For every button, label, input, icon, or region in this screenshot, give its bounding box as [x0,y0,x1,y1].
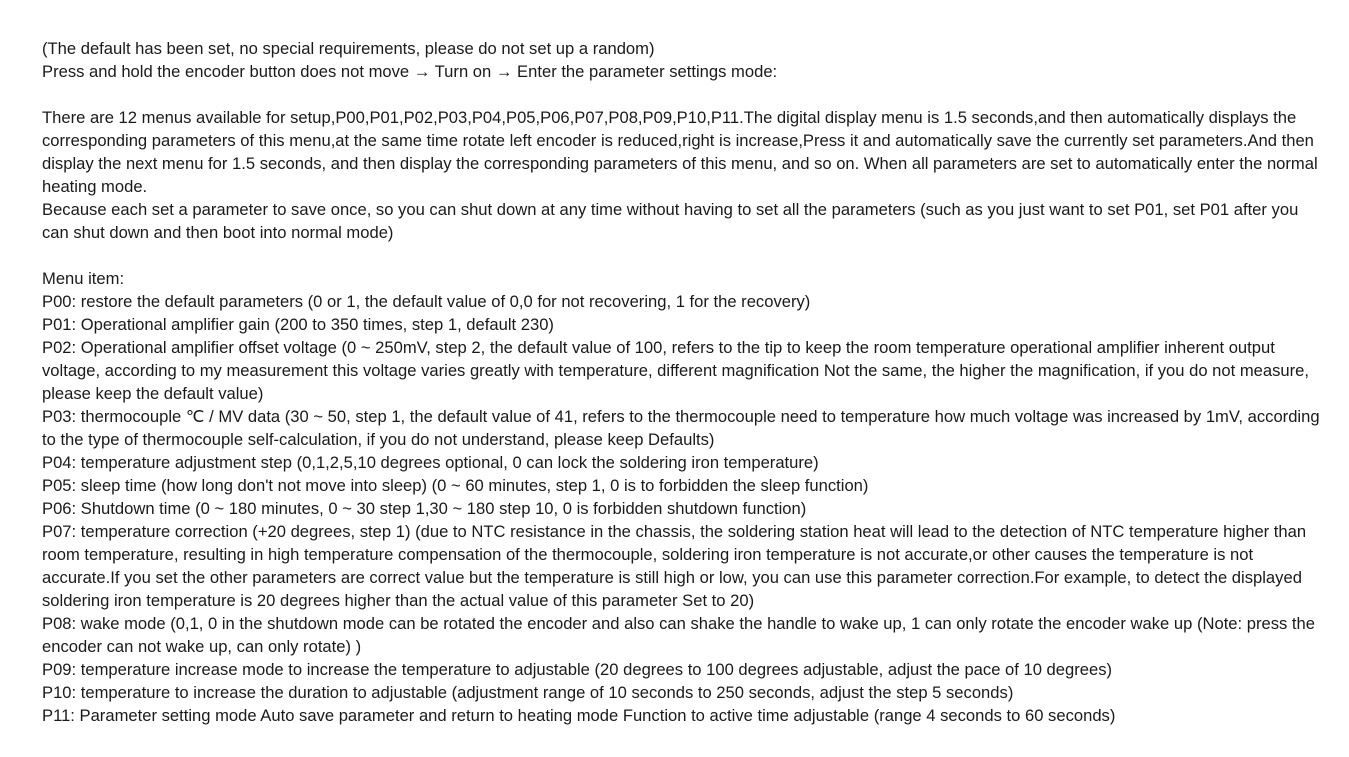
menu-item-p00: P00: restore the default parameters (0 or 1, the default value of 0,0 for not recovering, 1 for the recovery) [42,292,811,311]
setup-paragraph: There are 12 menus available for setup,P00,P01,P02,P03,P04,P05,P06,P07,P08,P09,P10,P11.The digital display menu is 1.5 seconds,and then automatically displays the corresponding parameters of this menu,at the same time rotate left encoder is reduced,right is increase,Press it and automatically save the currently set parameters.And then display the next menu for 1.5 seconds, and then display the corresponding parameters of this menu, and so on. When all parameters are set to automatically enter the normal heating mode. [42,108,1318,196]
save-paragraph: Because each set a parameter to save once, so you can shut down at any time without having to set all the parameters (such as you just want to set P01, set P01 after you can shut down and then boot into normal mode) [42,200,1299,242]
spacer [42,244,1324,267]
menu-item-p05: P05: sleep time (how long don't not move into sleep) (0 ~ 60 minutes, step 1, 0 is to forbidden the sleep function) [42,476,869,495]
menu-item-p02: P02: Operational amplifier offset voltage (0 ~ 250mV, step 2, the default value of 100, refers to the tip to keep the room temperature operational amplifier inherent output voltage, according to my measurement this voltage varies greatly with temperature, different magnification Not the same, the higher the magnification, if you do not measure, please keep the default value) [42,338,1310,403]
document-body [42,37,1324,727]
menu-item-p09: P09: temperature increase mode to increase the temperature to adjustable (20 degrees to 100 degrees adjustable, adjust the pace of 10 degrees) [42,660,1113,679]
menu-item-p08: P08: wake mode (0,1, 0 in the shutdown mode can be rotated the encoder and also can shake the handle to wake up, 1 can only rotate the encoder wake up (Note: press the encoder can not wake up, can only rotate) ) [42,614,1316,656]
spacer [42,83,1324,106]
menu-heading: Menu item: [42,269,125,288]
menu-item-p07: P07: temperature correction (+20 degrees, step 1) (due to NTC resistance in the chassis, the soldering station heat will lead to the detection of NTC temperature higher than room temperature, resulting in high temperature compensation of the thermocouple, soldering iron temperature is not accurate,or other causes the temperature is not accurate.If you set the other parameters are correct value but the temperature is still high or low, you can use this parameter correction.For example, to detect the displayed soldering iron temperature is 20 degrees higher than the actual value of this parameter Set to 20) [42,522,1307,610]
menu-item-p04: P04: temperature adjustment step (0,1,2,5,10 degrees optional, 0 can lock the soldering iron temperature) [42,453,819,472]
menu-item-p11: P11: Parameter setting mode Auto save parameter and return to heating mode Function to active time adjustable (range 4 seconds to 60 seconds) [42,706,1116,725]
intro-default-note: (The default has been set, no special requirements, please do not set up a random) [42,39,655,58]
menu-item-p03: P03: thermocouple ℃ / MV data (30 ~ 50, step 1, the default value of 41, refers to the thermocouple need to temperature how much voltage was increased by 1mV, according to the type of thermocouple self-calculation, if you do not understand, please keep Defaults) [42,407,1320,449]
menu-item-p10: P10: temperature to increase the duration to adjustable (adjustment range of 10 seconds to 250 seconds, adjust the step 5 seconds) [42,683,1014,702]
menu-item-p06: P06: Shutdown time (0 ~ 180 minutes, 0 ~ 30 step 1,30 ~ 180 step 10, 0 is forbidden shutdown function) [42,499,807,518]
intro-enter-settings: Press and hold the encoder button does not move → Turn on → Enter the parameter settings mode: [42,62,778,81]
menu-item-p01: P01: Operational amplifier gain (200 to 350 times, step 1, default 230) [42,315,554,334]
